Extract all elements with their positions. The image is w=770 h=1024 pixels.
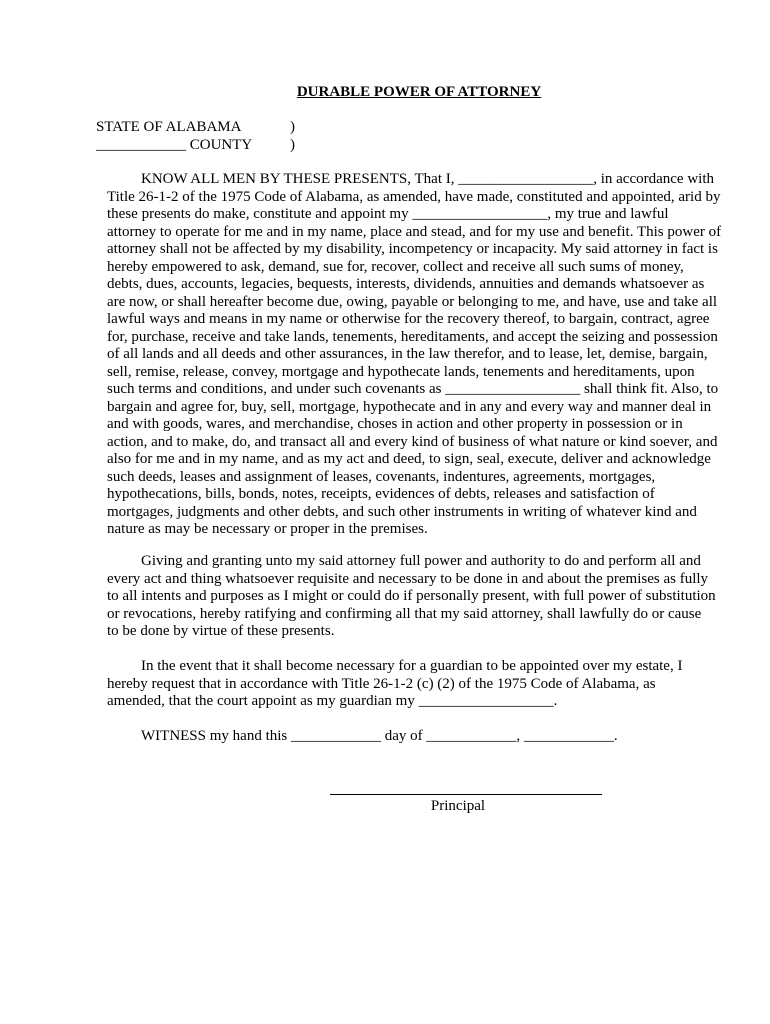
text-line: mortgages, judgments and other debts, and such other instruments in writing of whatever kind and	[107, 503, 697, 520]
text-line: such deeds, leases and assignment of leases, covenants, indentures, agreements, mortgages,	[107, 468, 656, 485]
paragraph-grant-of-power	[107, 171, 721, 539]
text-line: KNOW ALL MEN BY THESE PRESENTS, That I, __________________, in accordance with	[141, 171, 715, 187]
text-line: sell, remise, release, convey, mortgage and hypothecate lands, tenements and hereditaments, upon	[107, 363, 695, 380]
caption-row-state	[96, 118, 295, 136]
text-line: hypothecations, bills, bonds, notes, receipts, evidences of debts, releases and satisfaction of	[107, 486, 655, 502]
text-line: action, and to make, do, and transact all and every kind of business of what nature or kind soever, and	[107, 433, 718, 450]
text-line: to all intents and purposes as I might or could do if personally present, with full power of substitution	[107, 588, 716, 604]
text-line: are now, or shall hereafter become due, owing, payable or belonging to me, and have, use and take all	[107, 293, 718, 310]
text-line: these presents do make, constitute and appoint my __________________, my true and lawful	[107, 206, 669, 222]
text-line: to be done by virtue of these presents.	[107, 623, 335, 639]
text-line: In the event that it shall become necessary for a guardian to be appointed over my estate, I	[141, 658, 683, 674]
paragraph-guardian	[107, 658, 682, 711]
paragraph-granting-authority	[107, 553, 716, 641]
text-line: for, purchase, receive and take lands, tenements, hereditaments, and accept the seizing and possession	[107, 328, 718, 345]
caption-paren: )	[290, 119, 295, 135]
text-line: or revocations, hereby ratifying and confirming all that my said attorney, shall lawfully do or cause	[107, 605, 702, 622]
text-line: hereby request that in accordance with Title 26-1-2 (c) (2) of the 1975 Code of Alabama, as	[107, 675, 656, 692]
text-line: Giving and granting unto my said attorney full power and authority to do and perform all and	[141, 553, 701, 569]
document-title: DURABLE POWER OF ATTORNEY	[296, 84, 542, 100]
text-line: bargain and agree for, buy, sell, mortgage, hypothecate and in any and every way and manner deal in	[107, 398, 712, 415]
text-line: also for me and in my name, and as my act and deed, to sign, seal, execute, deliver and acknowledge	[107, 451, 711, 467]
caption-paren: )	[290, 137, 295, 153]
text-line: and with goods, wares, and merchandise, choses in action and other property in possession or in	[107, 416, 683, 432]
text-line: of all lands and all deeds and other assurances, in the law therefor, and to lease, let, demise, bargain,	[107, 346, 708, 362]
witness-line: WITNESS my hand this ____________ day of ____________, ____________.	[141, 728, 618, 744]
text-line: hereby empowered to ask, demand, sue for, recover, collect and receive all such sums of money,	[107, 258, 684, 275]
caption-row-county	[96, 136, 295, 154]
signature-line	[330, 794, 602, 795]
text-line: nature as may be necessary or proper in the premises.	[107, 521, 428, 537]
text-line: amended, that the court appoint as my guardian my __________________.	[107, 693, 558, 709]
caption-state: STATE OF ALABAMA	[96, 119, 242, 135]
caption-county: ____________ COUNTY	[96, 137, 253, 153]
text-line: lawful ways and means in my name or otherwise for the recovery thereof, to bargain, contract, agree	[107, 311, 710, 327]
text-line: Title 26-1-2 of the 1975 Code of Alabama, as amended, have made, constituted and appointed, arid by	[107, 188, 721, 205]
text-line: attorney to operate for me and in my name, place and stead, and for my use and benefit. This power of	[107, 223, 722, 240]
text-line: attorney shall not be affected by my disability, incompetency or incapacity. My said attorney in fact is	[107, 241, 718, 257]
case-caption	[96, 118, 295, 154]
text-line: debts, dues, accounts, legacies, bequests, interests, dividends, annuities and demands whatsoever as	[107, 276, 705, 292]
signature-label: Principal	[430, 798, 486, 814]
witness-block	[107, 728, 618, 746]
text-line: such terms and conditions, and under such covenants as __________________ shall think fit. Also, to	[107, 381, 719, 397]
text-line: every act and thing whatsoever requisite and necessary to be done in and about the premises as fully	[107, 570, 709, 587]
